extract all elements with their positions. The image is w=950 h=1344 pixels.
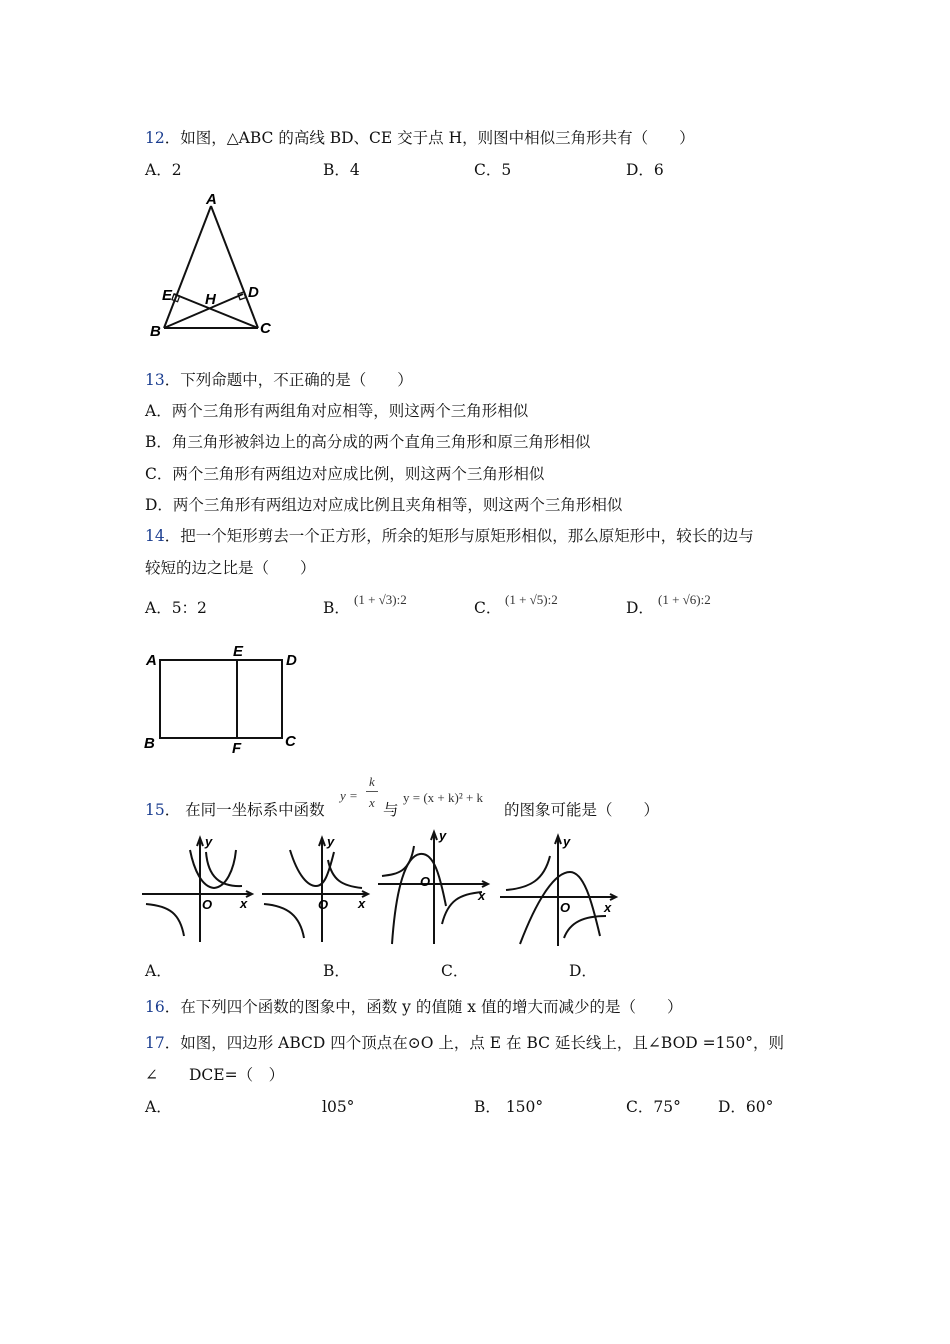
- q12-stem: [145, 128, 695, 148]
- q17-stem-line2: ∠ DCE=（ ）: [145, 1066, 285, 1084]
- q15-fraction-bar: [366, 791, 378, 792]
- svg-text:O: O: [560, 900, 571, 915]
- svg-text:x: x: [240, 896, 248, 911]
- q17-stem-line1: [145, 1033, 784, 1053]
- q13-number: 13: [145, 371, 165, 389]
- q17-option-a[interactable]: A．: [145, 1098, 172, 1116]
- q14-option-c[interactable]: C．: [474, 599, 502, 617]
- q14-option-a[interactable]: A．5：2: [145, 599, 207, 617]
- svg-text:y: y: [327, 834, 335, 849]
- svg-text:y: y: [205, 834, 213, 849]
- q14-option-c-math: (1 + √5):2: [505, 592, 558, 607]
- q12-label-b: B: [150, 323, 161, 340]
- q15-text-before: ． 在同一坐标系中函数: [164, 801, 325, 819]
- q13-option-a[interactable]: A．两个三角形有两组角对应相等，则这两个三角形相似: [145, 402, 529, 420]
- svg-text:O: O: [202, 897, 213, 912]
- q15-option-a[interactable]: A．: [145, 962, 172, 980]
- q12-option-c[interactable]: C．5: [474, 161, 512, 179]
- q15-option-c[interactable]: C．: [441, 962, 469, 980]
- q14-option-d[interactable]: D．: [626, 599, 654, 617]
- q14-option-b[interactable]: B．: [323, 599, 350, 617]
- q15-text-after: 的图象可能是（ ）: [504, 801, 660, 819]
- q12-option-b[interactable]: B．4: [323, 161, 360, 179]
- q15-option-b[interactable]: B．: [323, 962, 350, 980]
- q13-option-b[interactable]: B．角三角形被斜边上的高分成的两个直角三角形和原三角形相似: [145, 433, 591, 451]
- q17-option-a-value: l05°: [322, 1098, 355, 1116]
- q15-graph-c: [378, 826, 498, 950]
- q14-label-f: F: [232, 740, 242, 757]
- q12-label-h: H: [205, 291, 216, 308]
- q14-label-b: B: [144, 735, 155, 752]
- q12-option-a[interactable]: A．2: [145, 161, 182, 179]
- q16-text: ．在下列四个函数的图象中，函数 y 的值随 x 值的增大而减少的是（ ）: [164, 998, 683, 1016]
- svg-text:y: y: [563, 834, 571, 849]
- q12-label-a: A: [206, 191, 217, 208]
- q14-text1: ．把一个矩形剪去一个正方形，所余的矩形与原矩形相似，那么原矩形中，较长的边与: [164, 527, 754, 545]
- q14-stem-line1: [145, 526, 754, 546]
- svg-text:x: x: [604, 900, 612, 915]
- q17-text1: ．如图，四边形 ABCD 四个顶点在⊙O 上，点 E 在 BC 延长线上，且∠BOD =150°，则: [164, 1034, 784, 1052]
- q14-rectangle-figure: [140, 640, 310, 764]
- q14-option-d-math: (1 + √6):2: [658, 592, 711, 607]
- q15-stem: [145, 800, 325, 820]
- svg-text:x: x: [478, 888, 486, 903]
- q16-number: 16: [145, 998, 165, 1016]
- q15-option-d[interactable]: D．: [569, 962, 597, 980]
- q16-stem: [145, 997, 682, 1017]
- q15-graph-d: [500, 832, 625, 951]
- q17-option-c[interactable]: C．75°: [626, 1098, 681, 1116]
- q15-mid-text: 与: [383, 801, 399, 819]
- q12-label-d: D: [248, 284, 259, 301]
- q14-label-d: D: [286, 652, 297, 669]
- q12-option-d[interactable]: D．6: [626, 161, 664, 179]
- q14-label-c: C: [285, 733, 296, 750]
- q13-option-c[interactable]: C．两个三角形有两组边对应成比例，则这两个三角形相似: [145, 465, 545, 483]
- q15-func1-y: y =: [340, 788, 358, 803]
- q15-func2: y = (x + k)² + k: [403, 790, 484, 805]
- q12-triangle-figure: [140, 188, 290, 347]
- q15-func1-denominator: x: [369, 795, 375, 810]
- q14-option-b-math: (1 + √3):2: [354, 592, 407, 607]
- q12-label-e: E: [162, 287, 173, 304]
- q15-number: 15: [145, 801, 165, 819]
- q17-option-b[interactable]: B． 150°: [474, 1098, 544, 1116]
- svg-text:O: O: [420, 874, 431, 889]
- q14-label-e: E: [233, 643, 244, 660]
- svg-text:y: y: [439, 828, 447, 843]
- q15-func1-numerator: k: [369, 774, 375, 789]
- q17-option-d[interactable]: D．60°: [718, 1098, 774, 1116]
- svg-text:x: x: [358, 896, 366, 911]
- q12-text: ．如图，△ABC 的高线 BD、CE 交于点 H，则图中相似三角形共有（ ）: [164, 129, 695, 147]
- q13-stem: [145, 370, 413, 390]
- q17-number: 17: [145, 1034, 165, 1052]
- q15-graph-a: [142, 832, 262, 951]
- q12-label-c: C: [260, 320, 271, 337]
- q12-number: 12: [145, 129, 165, 147]
- q15-graph-b: [262, 832, 382, 951]
- svg-text:O: O: [318, 897, 329, 912]
- q13-option-d[interactable]: D．两个三角形有两组边对应成比例且夹角相等，则这两个三角形相似: [145, 496, 623, 514]
- q14-stem-line2: 较短的边之比是（ ）: [145, 559, 316, 577]
- q14-label-a: A: [146, 652, 157, 669]
- q13-text: ．下列命题中，不正确的是（ ）: [164, 371, 413, 389]
- q14-number: 14: [145, 527, 165, 545]
